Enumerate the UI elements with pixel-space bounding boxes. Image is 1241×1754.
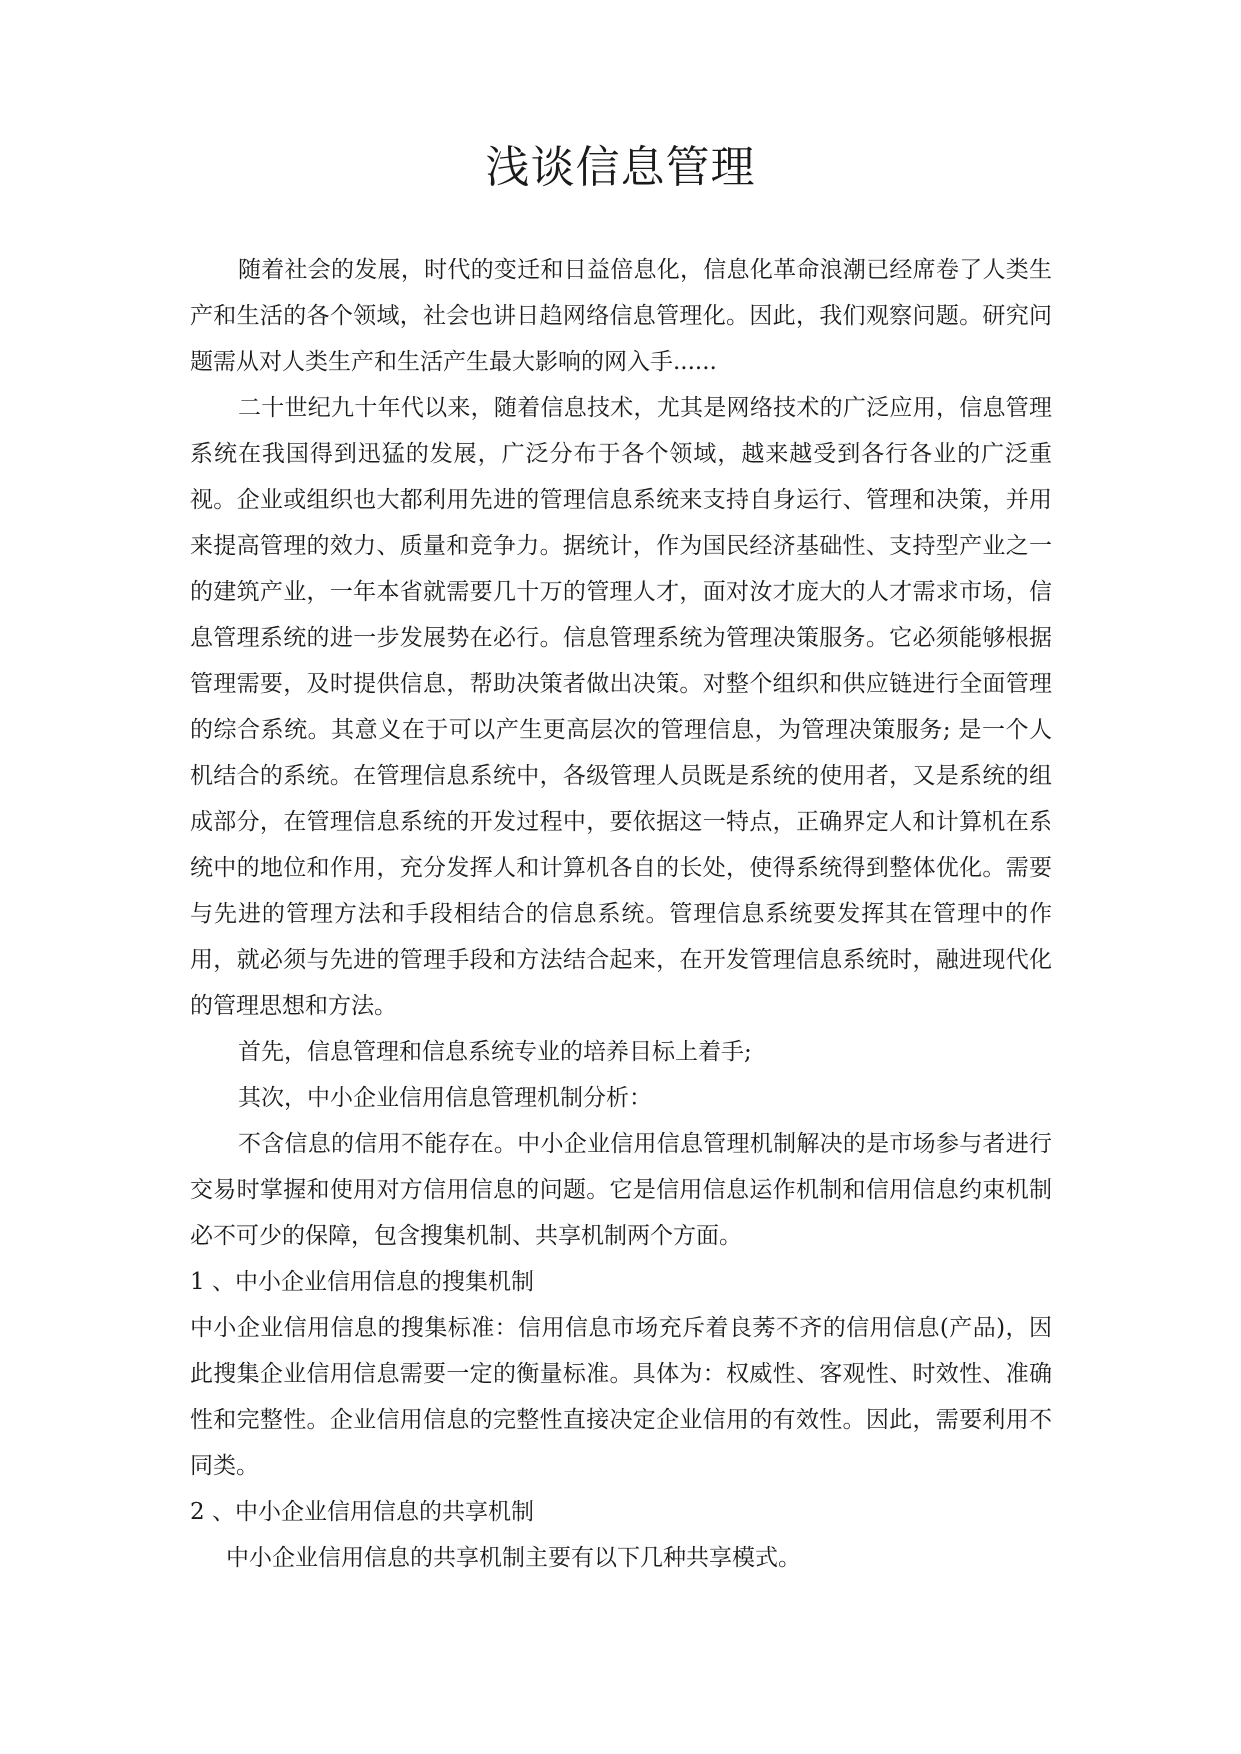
paragraph-collection-standard: 中小企业信用信息的搜集标准：信用信息市场充斥着良莠不齐的信用信息(产品)，因此搜集企业信用信息需要一定的衡量标准。具体为：权威性、客观性、时效性、准确性和完整性。企业信用信息的完整性直接决定企业信用的有效性。因此，需要利用不同类。 [190, 1315, 1052, 1479]
paragraph-credit-mechanism: 不含信息的信用不能存在。中小企业信用信息管理机制解决的是市场参与者进行交易时掌握和使用对方信用信息的问题。它是信用信息运作机制和信用信息约束机制必不可少的保障，包含搜集机制、共享机制两个方面。 [190, 1131, 1052, 1249]
document-body [190, 247, 1052, 1581]
document-title: 浅谈信息管理 [485, 142, 756, 193]
section-heading-sharing: 2 、中小企业信用信息的共享机制 [190, 1499, 534, 1525]
paragraph-first-point: 首先，信息管理和信息系统专业的培养目标上着手; [238, 1039, 752, 1065]
paragraph-intro: 随着社会的发展，时代的变迁和日益倍息化，信息化革命浪潮已经席卷了人类生产和生活的各个领域，社会也讲日趋网络信息管理化。因此，我们观察问题。研究问题需从对人类生产和生活产生最大影响的网入手...... [190, 257, 1052, 375]
paragraph-sharing-modes: 中小企业信用信息的共享机制主要有以下几种共享模式。 [226, 1545, 801, 1571]
paragraph-second-point: 其次，中小企业信用信息管理机制分析： [238, 1085, 652, 1111]
paragraph-background: 二十世纪九十年代以来，随着信息技术，尤其是网络技术的广泛应用，信息管理系统在我国得到迅猛的发展，广泛分布于各个领域，越来越受到各行各业的广泛重视。企业或组织也大都利用先进的管理信息系统来支持自身运行、管理和决策，并用来提高管理的效力、质量和竞争力。据统计，作为国民经济基础性、支持型产业之一的建筑产业，一年本省就需要几十万的管理人才，面对汝才庞大的人才需求市场，信息管理系统的进一步发展势在必行。信息管理系统为管理决策服务。它必须能够根据管理需要，及时提供信息，帮助决策者做出决策。对整个组织和供应链进行全面管理的综合系统。其意义在于可以产生更高层次的管理信息，为管理决策服务; 是一个人机结合的系统。在管理信息系统中，各级管理人员既是系统的使用者，又是系统的组成部分，在管理信息系统的开发过程中，要依据这一特点，正确界定人和计算机在系统中的地位和作用，充分发挥人和计算机各自的长处，使得系统得到整体优化。需要与先进的管理方法和手段相结合的信息系统。管理信息系统要发挥其在管理中的作用，就必须与先进的管理手段和方法结合起来，在开发管理信息系统时，融进现代化的管理思想和方法。 [190, 395, 1052, 1019]
section-heading-collection: 1 、中小企业信用信息的搜集机制 [190, 1269, 534, 1295]
